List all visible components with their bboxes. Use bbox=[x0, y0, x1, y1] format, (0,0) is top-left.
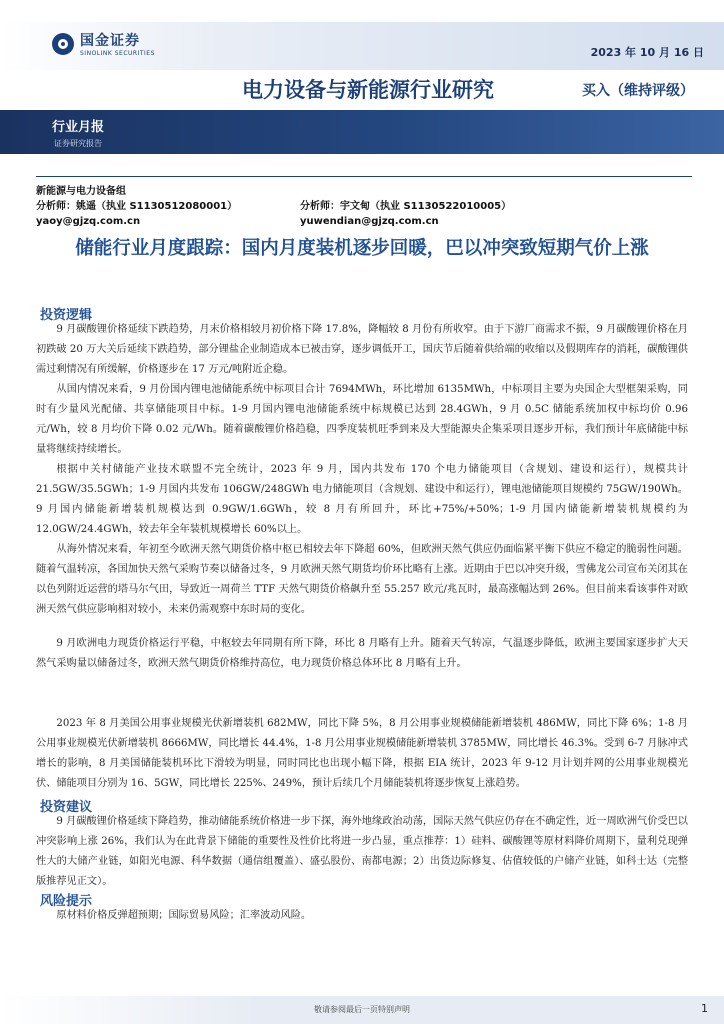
report-subtype: 证券研究报告 bbox=[54, 139, 102, 148]
analyst-1-name: 分析师：姚遥（执业 S1130512080001） bbox=[36, 201, 238, 212]
section-invest-advice: 投资建议 bbox=[40, 800, 93, 815]
report-headline: 储能行业月度跟踪：国内月度装机逐步回暖，巴以冲突致短期气价上涨 bbox=[75, 238, 649, 259]
report-type: 行业月报 bbox=[52, 120, 105, 135]
logo-text-cn: 国金证券 bbox=[80, 33, 140, 49]
paragraph-7: 9 月碳酸锂价格延续下降趋势，推动储能系统价格进一步下探，海外地缘政治动荡，国际天然气供应仍存在不确定性，近一周欧洲气价受巴以冲突影响上涨 26%，我们认为在此背景下储能的重要性及性价比将进一步凸显，重点推荐：1）硅料、碳酸锂等原材料降价周期下，量利兑现弹性大的大储产业链，如阳光电源、科华数据（通信组覆盖）、盛弘股份、南都电源；2）出货边际修复、估值较低的户储产业链，如科士达（完整版推荐见正文）。 bbox=[36, 816, 688, 887]
analyst-1-email[interactable]: yaoy@gjzq.com.cn bbox=[36, 216, 141, 227]
analyst-2-name: 分析师：宇文甸（执业 S1130522010005） bbox=[300, 201, 512, 212]
analyst-block bbox=[36, 184, 686, 229]
paragraph-5: 9 月欧洲电力现货价格运行平稳，中枢较去年同期有所下降，环比 8 月略有上升。随着天气转凉，气温逐步降低，欧洲主要国家逐步扩大天然气采购量以储备过冬，欧洲天然气期货价格维持高位，电力现货价格总体环比 8 月略有上升。 bbox=[36, 638, 688, 669]
page-footer bbox=[0, 996, 724, 1024]
paragraph-8: 原材料价格反弹超预期；国际贸易风险；汇率波动风险。 bbox=[56, 910, 312, 921]
industry-title: 电力设备与新能源行业研究 bbox=[242, 78, 494, 102]
divider bbox=[36, 176, 692, 177]
report-date: 2023 年 10 月 16 日 bbox=[590, 46, 704, 59]
logo-mark-icon bbox=[52, 33, 74, 55]
team-name: 新能源与电力设备组 bbox=[36, 186, 126, 197]
page-number: 1 bbox=[701, 1002, 708, 1015]
section-invest-logic: 投资逻辑 bbox=[40, 308, 93, 323]
paragraph-3: 根据中关村储能产业技术联盟不完全统计，2023 年 9 月，国内共发布 170 个电力储能项目（含规划、建设和运行），规模共计 21.5GW/35.5GWh；1-9 月国内共发布 106GW/248GWh 电力储能项目（含规划、建设中和运行），锂电池储能项目规模约 75GW/190Wh。9 月国内储能新增装机规模达到 0.9GW/1.6GWh，较 8 月有所回升，环比+75%/+50%；1-9 月国内储能新增装机规模约为 12.0GW/24.4GWh，较去年全年装机规模增长 60%以上。 bbox=[36, 464, 688, 535]
section-risk: 风险提示 bbox=[40, 894, 93, 909]
paragraph-4: 从海外情况来看，年初至今欧洲天然气期货价格中枢已相较去年下降超 60%，但欧洲天然气供应仍面临紧平衡下供应不稳定的脆弱性问题。随着气温转凉，各国加快天然气采购节奏以储备过冬，9 月欧洲天然气期货均价环比略有上涨。近期由于巴以冲突升级，雪佛龙公司宣布关闭其在以色列附近运营的塔马尔气田，导致近一周荷兰 TTF 天然气期货价格飙升至 55.257 欧元/兆瓦时，最高涨幅达到 26%。但目前来看该事件对欧洲天然气供应影响相对较小，未来仍需观察中东时局的变化。 bbox=[36, 544, 688, 615]
analyst-2-email[interactable]: yuwendian@gjzq.com.cn bbox=[300, 216, 439, 227]
title-bar bbox=[0, 74, 724, 110]
report-type-band bbox=[0, 110, 724, 154]
company-logo bbox=[52, 30, 155, 57]
paragraph-1: 9 月碳酸锂价格延续下跌趋势，月末价格相较月初价格下降 17.8%，降幅较 8 月份有所收窄。由于下游厂商需求不振，9 月碳酸锂价格在月初跌破 20 万大关后延续下跌趋势，部分锂盐企业制造成本已被击穿，逐步调低开工，国庆节后随着供给端的收缩以及假期库存的消耗，碳酸锂供需过剩情况有所缓解，价格逐步在 17 万元/吨附近企稳。 bbox=[36, 324, 688, 375]
paragraph-2: 从国内情况来看，9 月份国内锂电池储能系统中标项目合计 7694MWh，环比增加 6135MWh，中标项目主要为央国企大型框架采购，同时有少量风光配储、共享储能项目中标。1-9 月国内锂电池储能系统中标规模已达到 28.4GWh，9 月 0.5C 储能系统加权中标均价 0.96 元/Wh，较 8 月均价下降 0.02 元/Wh。随着碳酸锂价格趋稳，四季度装机旺季到来及大型能源央企集采项目逐步开标，我们预计年底储能中标量将继续持续增长。 bbox=[36, 384, 688, 455]
rating-badge: 买入（维持评级） bbox=[582, 83, 694, 99]
report-header bbox=[0, 0, 724, 180]
footer-notice: 敬请参阅最后一页特别声明 bbox=[314, 1005, 410, 1014]
logo-text-en: SINOLINK SECURITIES bbox=[80, 50, 155, 57]
paragraph-6: 2023 年 8 月美国公用事业规模光伏新增装机 682MW，同比下降 5%，8 月公用事业规模储能新增装机 486MW，同比下降 6%；1-8 月公用事业规模光伏新增装机 8666MW，同比增长 44.4%，1-8 月公用事业规模储能新增装机 3785MW，同比增长 46.3%。受到 6-7 月脉冲式增长的影响，8 月美国储能装机环比下滑较为明显，同时同比也出现小幅下降，根据 EIA 统计，2023 年 9-12 月计划并网的公用事业规模光伏、储能项目分别为 16、5GW，同比增长 225%、249%，预计后续几个月储能装机将逐步恢复上涨趋势。 bbox=[36, 718, 688, 789]
